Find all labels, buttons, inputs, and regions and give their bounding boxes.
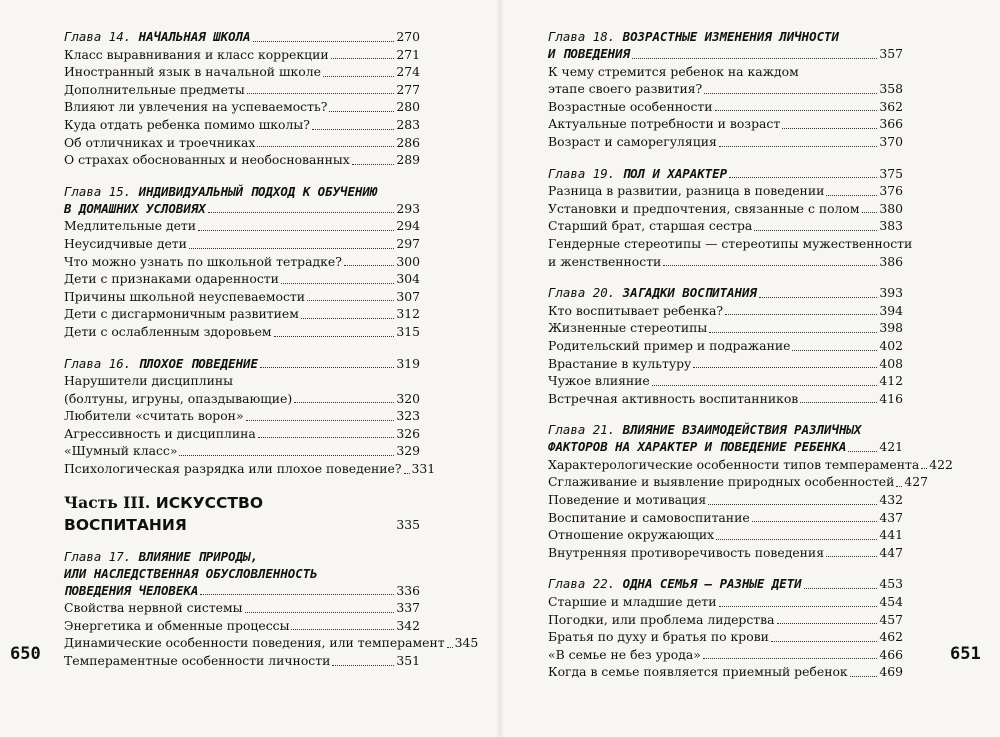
toc-entry: Дети с признаками одаренности 304 [64,271,420,287]
toc-entry: Энергетика и обменные процессы 342 [64,617,420,633]
chapter-heading [64,355,420,373]
chapter-title: ПОЛ И ХАРАКТЕР [622,165,728,181]
part-page: 335 [396,516,420,532]
toc-entry: Старший брат, старшая сестра 383 [548,218,903,234]
chapter-page: 375 [879,165,903,181]
toc-entry: Куда отдать ребенка помимо школы? 283 [64,116,420,132]
chapter-page: 319 [396,355,420,371]
part-prefix: Часть III. [64,492,151,512]
toc-entry: Встречная активность воспитанников 416 [548,390,903,406]
chapter-prefix: Глава 14. [64,29,132,44]
toc-entry: «В семье не без урода» 466 [548,646,903,662]
toc-entry: Старшие и младшие дети 454 [548,594,903,610]
chapter-page: 393 [879,285,903,301]
toc-entry: Причины школьной неуспеваемости 307 [64,288,420,304]
toc-entry: Дети с ослабленным здоровьем 315 [64,323,420,339]
toc-entry: Свойства нервной системы 337 [64,600,420,616]
chapter-prefix: Глава 19. [548,165,616,181]
toc-right-column [548,28,953,695]
toc-left-column [64,28,479,684]
chapter-page: 357 [879,46,903,61]
toc-entry: Агрессивность и дисциплина 326 [64,425,420,441]
part-heading [64,492,420,536]
toc-entry: Разница в развитии, разница в поведении 376 [548,183,903,199]
chapter-page: 453 [879,576,903,592]
toc-entry: Гендерные стереотипы — стереотипы мужественности [548,235,913,251]
chapter-prefix: Глава 18. [548,29,616,44]
toc-entry: Родительский пример и подражание 402 [548,337,903,353]
toc-entry: Актуальные потребности и возраст 366 [548,116,903,132]
toc-entry: Что можно узнать по школьной тетрадке? 300 [64,253,420,269]
chapter-heading-cont: ПОВЕДЕНИЯ ЧЕЛОВЕКА 336 [64,582,420,598]
toc-entry: Внутренняя противоречивость поведения 447 [548,544,903,560]
chapter-heading-cont: В ДОМАШНИХ УСЛОВИЯХ 293 [64,200,420,216]
chapter-14 [64,28,420,169]
toc-entry: Любители «считать ворон» 323 [64,408,420,424]
toc-entry: Нарушители дисциплины [64,373,234,389]
toc-entry: Сглаживание и выявление природных особенностей 427 [548,474,929,490]
toc-entry: Погодки, или проблема лидерства 457 [548,611,903,627]
chapter-21 [548,421,953,561]
toc-entry: Чужое влияние 412 [548,373,903,389]
toc-entry: Психологическая разрядка или плохое поведение? 331 [64,461,436,477]
chapter-heading [64,28,420,46]
chapter-heading [548,28,903,45]
toc-entry-cont: (болтуны, игруны, опаздывающие) 320 [64,390,420,406]
toc-entry: Характерологические особенности типов темперамента 422 [548,456,953,472]
chapter-title: ПЛОХОЕ ПОВЕДЕНИЕ [138,355,258,371]
toc-entry: Жизненные стереотипы 398 [548,320,903,336]
chapter-heading-cont: ИЛИ НАСЛЕДСТВЕННАЯ ОБУСЛОВЛЕННОСТЬ [64,565,318,581]
toc-entry: Воспитание и самовоспитание 437 [548,509,903,525]
chapter-title: ВОЗРАСТНЫЕ ИЗМЕНЕНИЯ ЛИЧНОСТИ [622,29,839,44]
chapter-page: 421 [879,439,903,455]
chapter-15 [64,183,420,341]
chapter-heading [548,575,903,593]
chapter-prefix: Глава 15. [64,183,132,199]
toc-entry: Возраст и саморегуляция 370 [548,133,903,149]
chapter-17 [64,548,479,670]
chapter-title: ВЛИЯНИЕ ПРИРОДЫ, [138,548,258,564]
toc-entry: Влияют ли увлечения на успеваемость? 280 [64,99,420,115]
page-number-right: 651 [950,644,981,664]
chapter-title: НАЧАЛЬНАЯ ШКОЛА [138,29,251,44]
chapter-page: 336 [396,582,420,598]
chapter-prefix: Глава 20. [548,285,616,301]
chapter-heading-cont: ФАКТОРОВ НА ХАРАКТЕР И ПОВЕДЕНИЕ РЕБЕНКА 421 [548,439,903,455]
chapter-heading [64,548,420,565]
toc-entry: Иностранный язык в начальной школе 274 [64,64,420,80]
toc-entry-cont: этапе своего развития? 358 [548,81,903,97]
toc-entry: Класс выравнивания и класс коррекции 271 [64,46,420,62]
chapter-page: 293 [396,200,420,216]
toc-entry-cont: и женственности 386 [548,253,903,269]
right-page [500,0,1000,737]
chapter-16 [64,355,436,478]
chapter-19 [548,165,913,271]
toc-entry: Возрастные особенности 362 [548,98,903,114]
toc-entry: Установки и предпочтения, связанные с полом 380 [548,200,903,216]
chapter-heading [548,284,903,302]
toc-entry: О страхах обоснованных и необоснованных 289 [64,152,420,168]
toc-entry: Дети с дисгармоничным развитием 312 [64,306,420,322]
chapter-page: 270 [396,29,420,44]
toc-entry: Когда в семье появляется приемный ребенок 469 [548,664,903,680]
toc-entry: Дополнительные предметы 277 [64,81,420,97]
part-title: ИСКУССТВО ВОСПИТАНИЯ [64,493,264,534]
chapter-22 [548,575,903,681]
toc-entry: Братья по духу и братья по крови 462 [548,629,903,645]
chapter-heading [548,421,903,438]
toc-entry: «Шумный класс» 329 [64,443,420,459]
toc-entry: Врастание в культуру 408 [548,355,903,371]
chapter-title: ИНДИВИДУАЛЬНЫЙ ПОДХОД К ОБУЧЕНИЮ [138,183,378,199]
chapter-title: ОДНА СЕМЬЯ — РАЗНЫЕ ДЕТИ [622,576,802,592]
toc-entry: Неусидчивые дети 297 [64,235,420,251]
chapter-heading-cont: И ПОВЕДЕНИЯ 357 [548,46,903,61]
toc-entry: Кто воспитывает ребенка? 394 [548,302,903,318]
toc-entry: Отношение окружающих 441 [548,527,903,543]
chapter-prefix: Глава 17. [64,548,132,564]
toc-entry: К чему стремится ребенок на каждом [548,63,799,79]
chapter-prefix: Глава 16. [64,355,132,371]
page-number-left: 650 [10,644,41,664]
toc-entry: Медлительные дети 294 [64,218,420,234]
chapter-18 [548,28,903,151]
chapter-20 [548,284,903,407]
toc-entry: Об отличниках и троечниках 286 [64,134,420,150]
chapter-prefix: Глава 22. [548,576,616,592]
chapter-title: ЗАГАДКИ ВОСПИТАНИЯ [622,285,757,301]
chapter-title: ВЛИЯНИЕ ВЗАИМОДЕЙСТВИЯ РАЗЛИЧНЫХ [622,422,862,438]
toc-entry: Поведение и мотивация 432 [548,492,903,508]
chapter-heading [64,183,420,200]
toc-entry: Динамические особенности поведения, или темперамент 345 [64,635,479,651]
chapter-prefix: Глава 21. [548,422,616,438]
toc-entry: Темпераментные особенности личности 351 [64,653,420,669]
chapter-heading [548,165,903,183]
